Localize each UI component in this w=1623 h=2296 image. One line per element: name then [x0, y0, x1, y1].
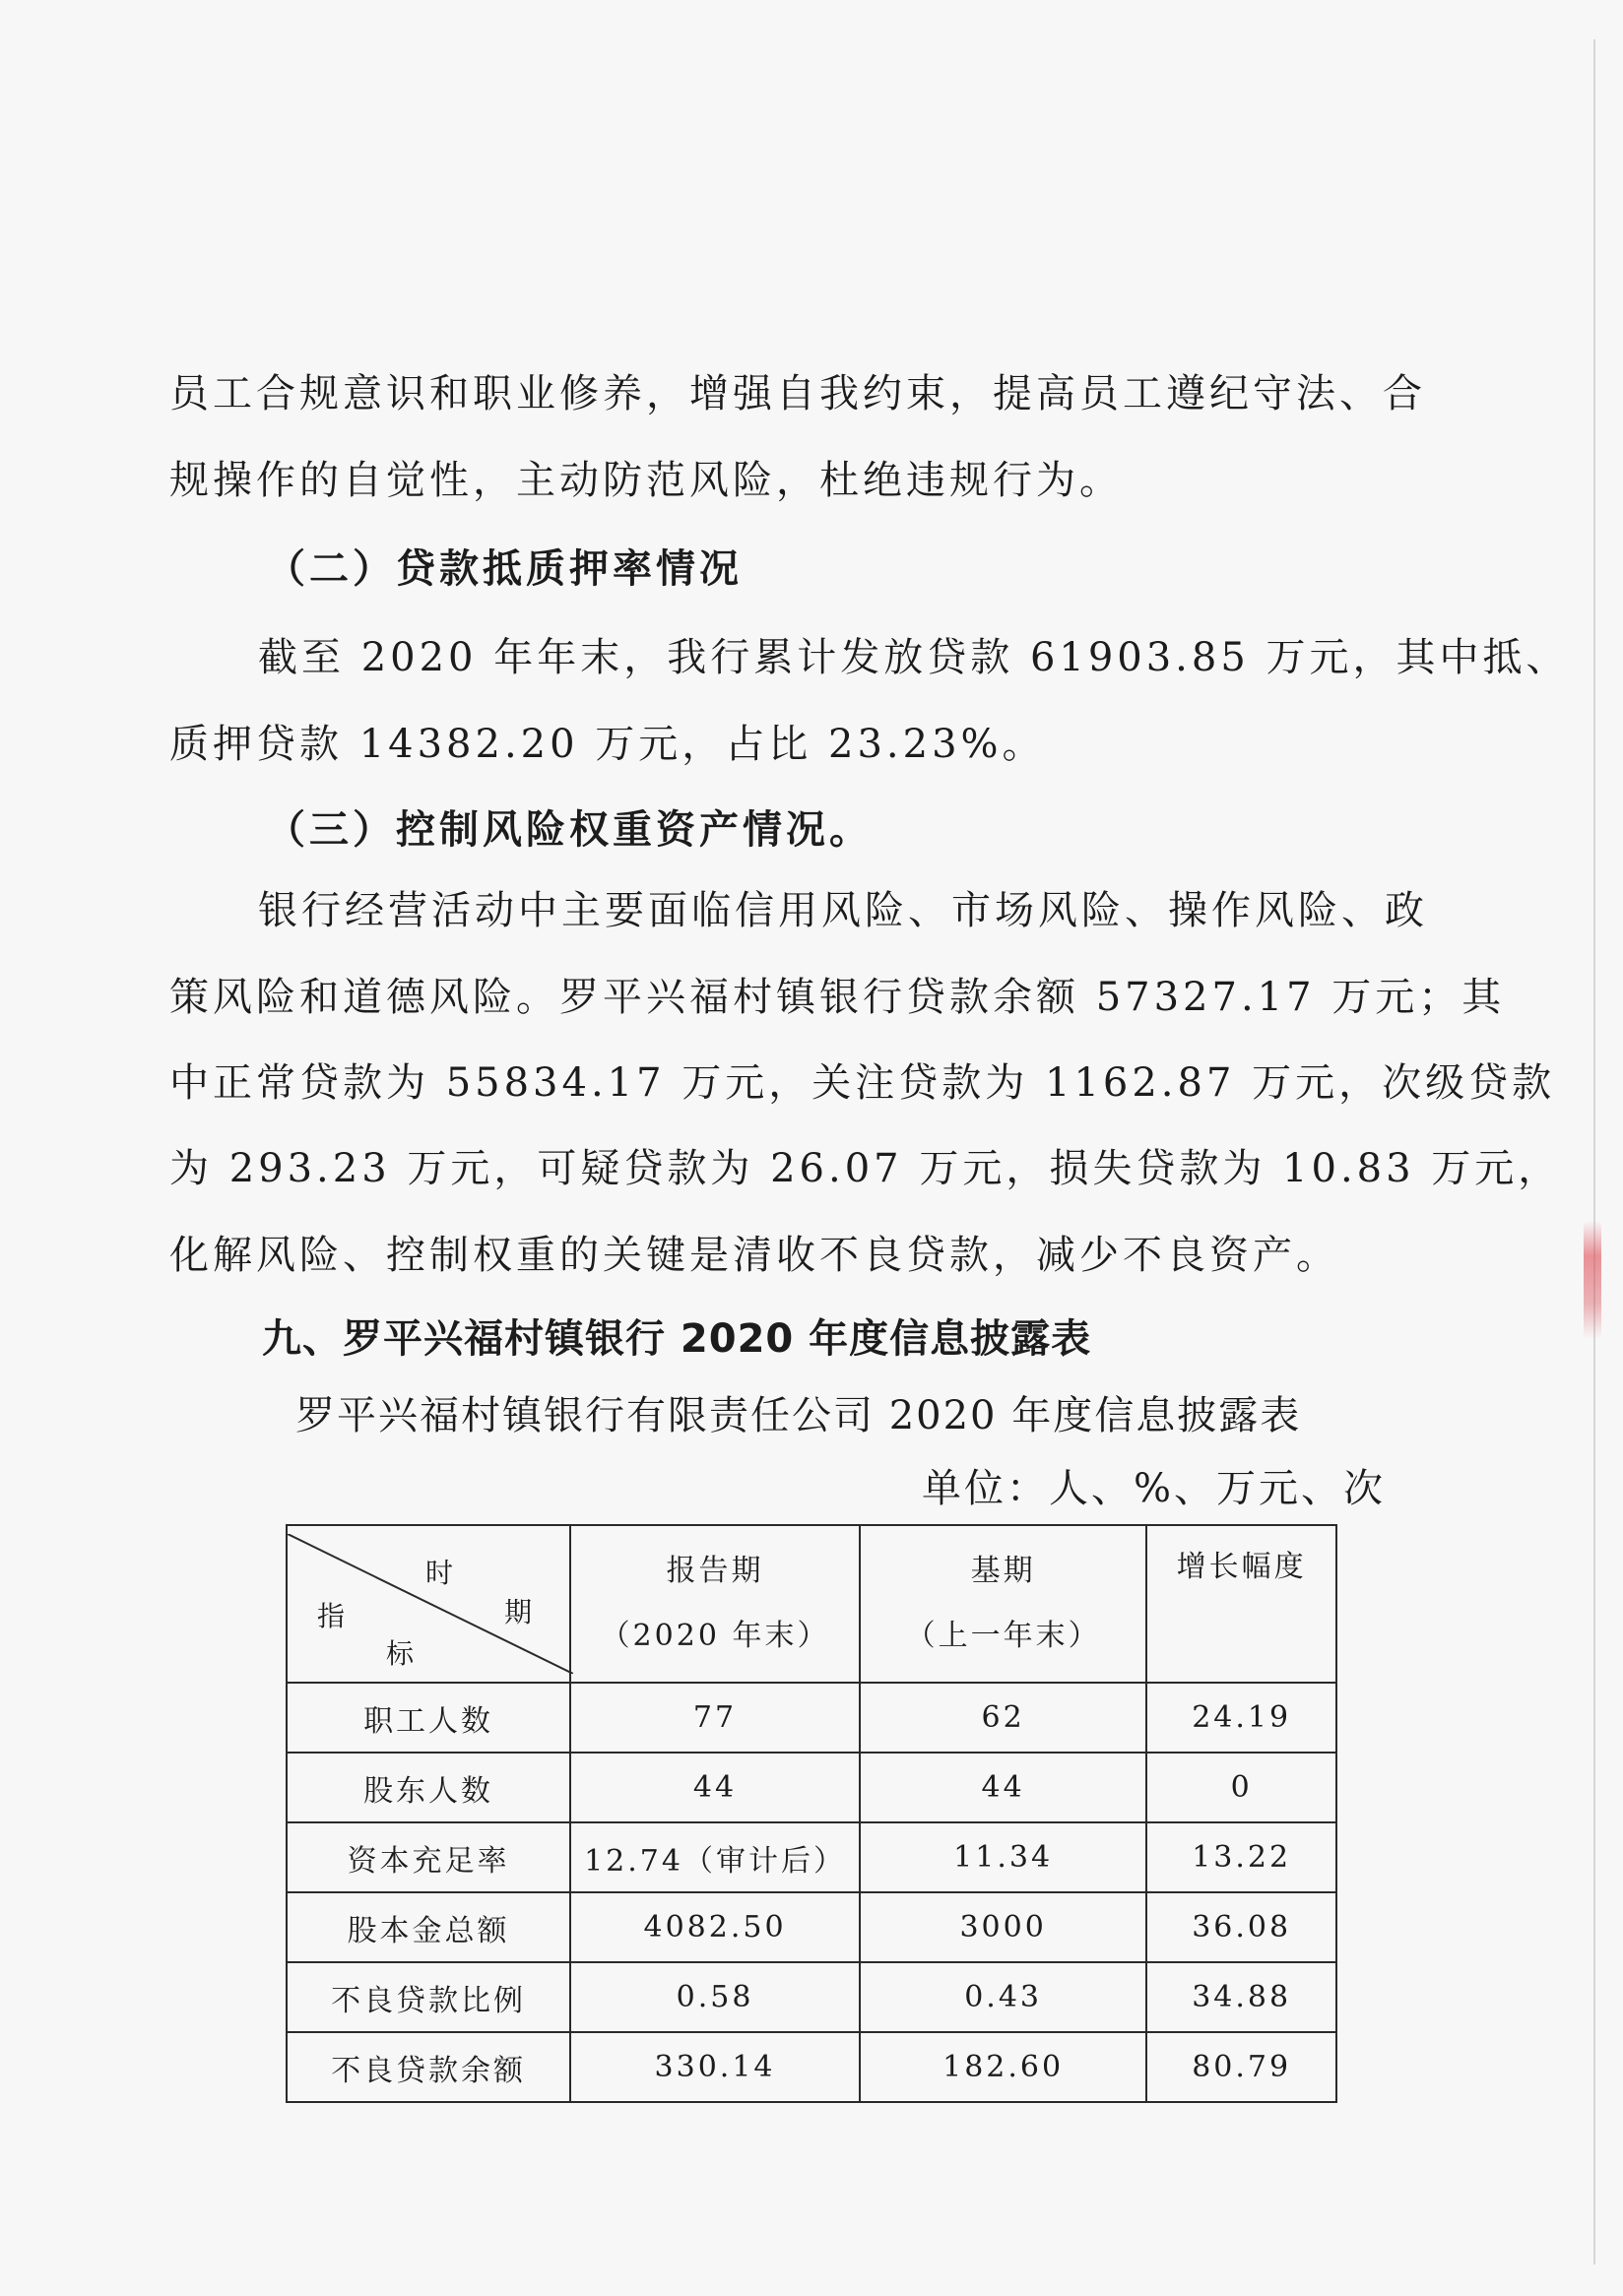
table-caption: 罗平兴福村镇银行有限责任公司 2020 年度信息披露表 [295, 1393, 1302, 1438]
row-growth-value: 13.22 [1146, 1822, 1336, 1892]
body-text-line: 为 293.23 万元，可疑贷款为 26.07 万元，损失贷款为 10.83 万元， [169, 1146, 1562, 1191]
row-indicator: 股本金总额 [287, 1892, 570, 1962]
row-growth-value: 36.08 [1146, 1892, 1336, 1962]
body-text-line: 截至 2020 年年末，我行累计发放贷款 61903.85 万元，其中抵、 [258, 635, 1570, 680]
header-growth: 增长幅度 [1146, 1525, 1336, 1683]
table-row [287, 2032, 1336, 2102]
row-report-value: 4082.50 [570, 1892, 860, 1962]
row-indicator: 不良贷款比例 [287, 1962, 570, 2032]
row-base-value: 3000 [860, 1892, 1146, 1962]
row-report-value: 330.14 [570, 2032, 860, 2102]
section-heading-loan-collateral: （二）贷款抵质押率情况 [266, 546, 743, 592]
header-report-period-label: 报告期 [666, 1554, 764, 1588]
table-row [287, 1753, 1336, 1822]
body-text-line: 银行经营活动中主要面临信用风险、市场风险、操作风险、政 [258, 888, 1428, 933]
row-indicator: 资本充足率 [287, 1822, 570, 1892]
row-growth-value: 80.79 [1146, 2032, 1336, 2102]
row-base-value: 44 [860, 1753, 1146, 1822]
header-indicator-label: 指 [317, 1600, 349, 1632]
row-growth-value: 24.19 [1146, 1683, 1336, 1753]
disclosure-table [286, 1524, 1337, 2103]
body-text-line: 员工合规意识和职业修养，增强自我约束，提高员工遵纪守法、合 [169, 371, 1426, 416]
header-time-label: 时 [425, 1557, 457, 1589]
row-report-value: 0.58 [570, 1962, 860, 2032]
row-growth-value: 34.88 [1146, 1962, 1336, 2032]
body-text-line: 策风险和道德风险。罗平兴福村镇银行贷款余额 57327.17 万元；其 [169, 975, 1506, 1020]
table-row [287, 1822, 1336, 1892]
row-report-value: 44 [570, 1753, 860, 1822]
row-report-value: 12.74（审计后） [570, 1822, 860, 1892]
row-report-value: 77 [570, 1683, 860, 1753]
table-row [287, 1683, 1336, 1753]
header-base-period [860, 1525, 1146, 1683]
row-growth-value: 0 [1146, 1753, 1336, 1822]
header-mark-label: 标 [386, 1637, 418, 1670]
row-indicator: 职工人数 [287, 1683, 570, 1753]
header-report-period-sub: （2020 年末） [600, 1619, 830, 1653]
body-text-line: 化解风险、控制权重的关键是清收不良贷款，减少不良资产。 [169, 1233, 1339, 1278]
body-text-line: 质押贷款 14382.20 万元，占比 23.23%。 [169, 722, 1046, 767]
seal-stamp-fragment [1584, 1221, 1601, 1339]
row-indicator: 不良贷款余额 [287, 2032, 570, 2102]
row-indicator: 股东人数 [287, 1753, 570, 1822]
body-text-line: 中正常贷款为 55834.17 万元，关注贷款为 1162.87 万元，次级贷款 [169, 1060, 1556, 1106]
row-base-value: 11.34 [860, 1822, 1146, 1892]
header-base-period-label: 基期 [970, 1554, 1036, 1588]
diagonal-header-cell [287, 1525, 570, 1683]
row-base-value: 0.43 [860, 1962, 1146, 2032]
section-heading-disclosure: 九、罗平兴福村镇银行 2020 年度信息披露表 [262, 1316, 1092, 1362]
table-row [287, 1892, 1336, 1962]
header-report-period [570, 1525, 860, 1683]
header-period-label: 期 [504, 1596, 536, 1628]
table-unit: 单位：人、%、万元、次 [922, 1466, 1387, 1511]
header-base-period-sub: （上一年末） [905, 1619, 1101, 1653]
scan-page-edge [1593, 39, 1595, 2264]
table-row [287, 1962, 1336, 2032]
row-base-value: 62 [860, 1683, 1146, 1753]
row-base-value: 182.60 [860, 2032, 1146, 2102]
table-header-row [287, 1525, 1336, 1683]
body-text-line: 规操作的自觉性，主动防范风险，杜绝违规行为。 [169, 458, 1123, 503]
section-heading-risk-weighted-assets: （三）控制风险权重资产情况。 [266, 807, 873, 853]
